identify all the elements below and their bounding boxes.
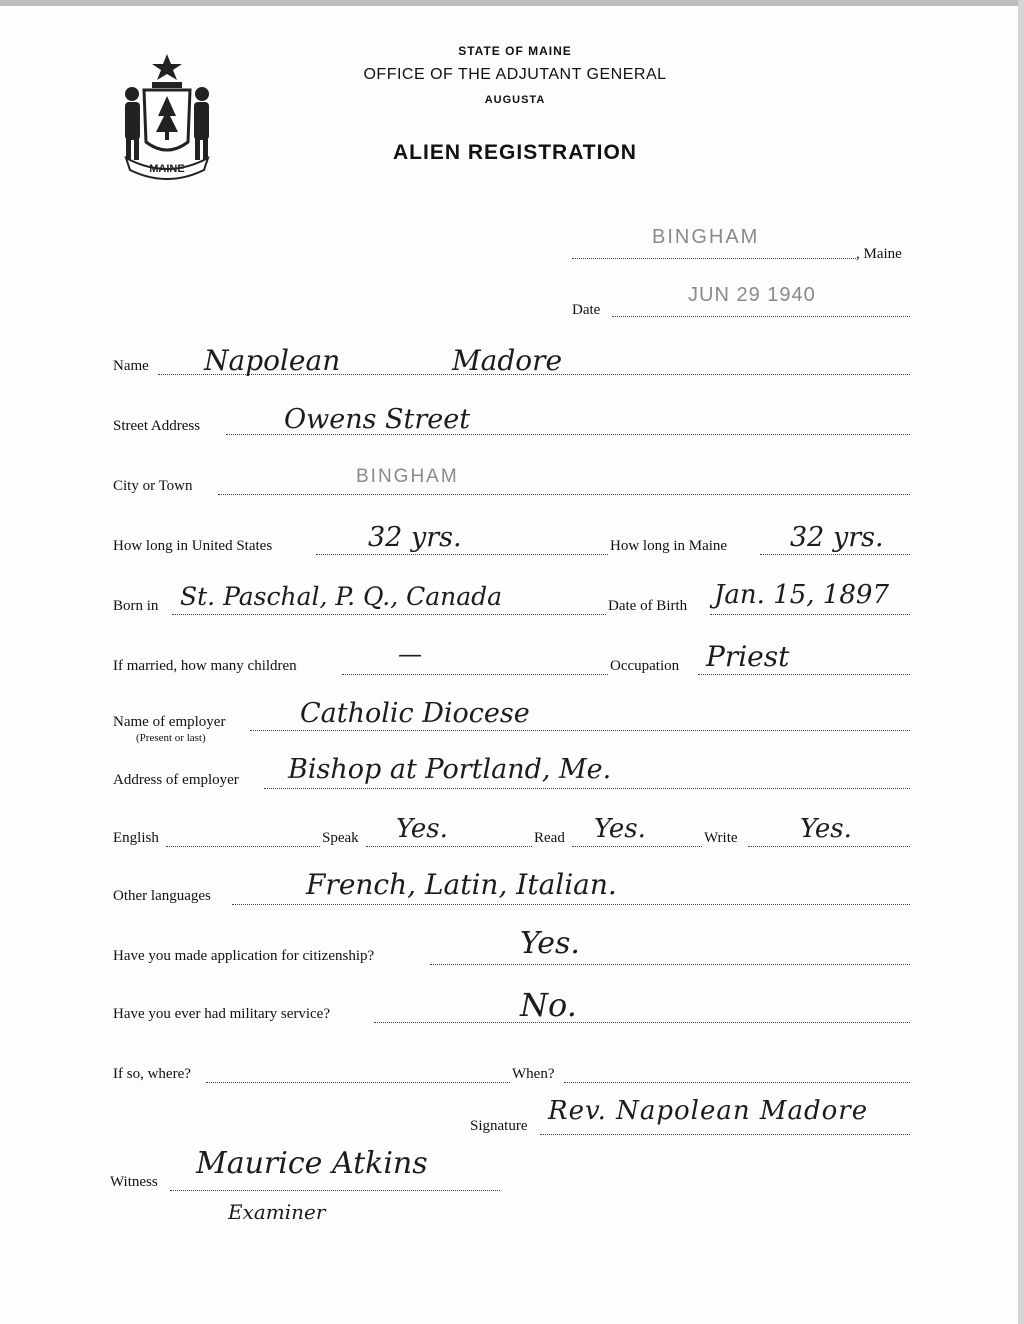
write-line (748, 846, 910, 847)
long-maine-label: How long in Maine (610, 538, 728, 554)
long-maine-value: 32 yrs. (790, 522, 884, 553)
dob-label: Date of Birth (608, 598, 688, 614)
citizenship-value: Yes. (520, 926, 580, 961)
form-title: ALIEN REGISTRATION (393, 141, 637, 164)
speak-line (366, 846, 532, 847)
witness-label: Witness (110, 1174, 158, 1190)
military-value: No. (520, 986, 577, 1024)
other-languages-value: French, Latin, Italian. (306, 868, 617, 901)
read-label: Read (534, 830, 565, 846)
where-line (206, 1082, 510, 1083)
children-line (342, 674, 608, 675)
military-label: Have you ever had military service? (113, 1006, 330, 1022)
state-heading: STATE OF MAINE (458, 44, 572, 58)
witness-line (170, 1190, 500, 1191)
town-line (572, 258, 856, 259)
long-us-line (316, 554, 608, 555)
street-value: Owens Street (284, 404, 471, 435)
town-stamp: BINGHAM (652, 226, 760, 248)
english-label: English (113, 830, 159, 846)
date-line (612, 316, 910, 317)
citizenship-line (430, 964, 910, 965)
city-stamp: BINGHAM (356, 466, 459, 487)
date-label: Date (572, 302, 601, 318)
born-label: Born in (113, 598, 159, 614)
maine-label: , Maine (856, 246, 902, 262)
city-label: City or Town (113, 478, 193, 494)
employer-line (250, 730, 910, 731)
when-line (564, 1082, 910, 1083)
long-us-value: 32 yrs. (368, 522, 462, 553)
speak-label: Speak (322, 830, 359, 846)
state-of-maine-seal-icon (112, 50, 222, 180)
long-us-label: How long in United States (113, 538, 273, 554)
where-label: If so, where? (113, 1066, 191, 1082)
read-value: Yes. (594, 814, 646, 844)
citizenship-label: Have you made application for citizenship? (113, 948, 375, 964)
read-line (572, 846, 702, 847)
other-languages-line (232, 904, 910, 905)
born-line (172, 614, 606, 615)
name-label: Name (113, 358, 149, 374)
last-name-value: Madore (452, 344, 563, 377)
occupation-label: Occupation (610, 658, 680, 674)
write-label: Write (704, 830, 738, 846)
signature-line (540, 1134, 910, 1135)
street-label: Street Address (113, 418, 201, 434)
occupation-line (698, 674, 910, 675)
other-languages-label: Other languages (113, 888, 211, 904)
born-value: St. Paschal, P. Q., Canada (180, 582, 503, 611)
military-line (374, 1022, 910, 1023)
dob-line (710, 614, 910, 615)
occupation-value: Priest (706, 640, 790, 673)
scan-edge-right (1018, 0, 1024, 1324)
witness-title-value: Examiner (228, 1200, 326, 1224)
speak-value: Yes. (396, 814, 448, 844)
employer-address-value: Bishop at Portland, Me. (288, 754, 612, 785)
write-value: Yes. (800, 814, 852, 844)
seal-text: MAINE (149, 163, 185, 175)
first-name-value: Napolean (204, 344, 341, 377)
employer-label: Name of employer (113, 714, 226, 730)
city-heading: AUGUSTA (484, 94, 546, 106)
date-stamp: JUN 29 1940 (688, 284, 816, 306)
children-value: — (398, 640, 422, 668)
long-maine-line (760, 554, 910, 555)
scan-edge-top (0, 0, 1024, 6)
city-line (218, 494, 910, 495)
dob-value: Jan. 15, 1897 (714, 580, 889, 610)
employer-address-label: Address of employer (113, 772, 239, 788)
when-label: When? (512, 1066, 555, 1082)
witness-value: Maurice Atkins (196, 1146, 428, 1181)
children-label: If married, how many children (113, 658, 297, 674)
english-line (166, 846, 320, 847)
office-heading: OFFICE OF THE ADJUTANT GENERAL (363, 66, 667, 83)
signature-value: Rev. Napolean Madore (548, 1096, 869, 1126)
employer-value: Catholic Diocese (300, 698, 530, 729)
employer-note: (Present or last) (136, 732, 206, 744)
signature-label: Signature (470, 1118, 528, 1134)
employer-address-line (264, 788, 910, 789)
